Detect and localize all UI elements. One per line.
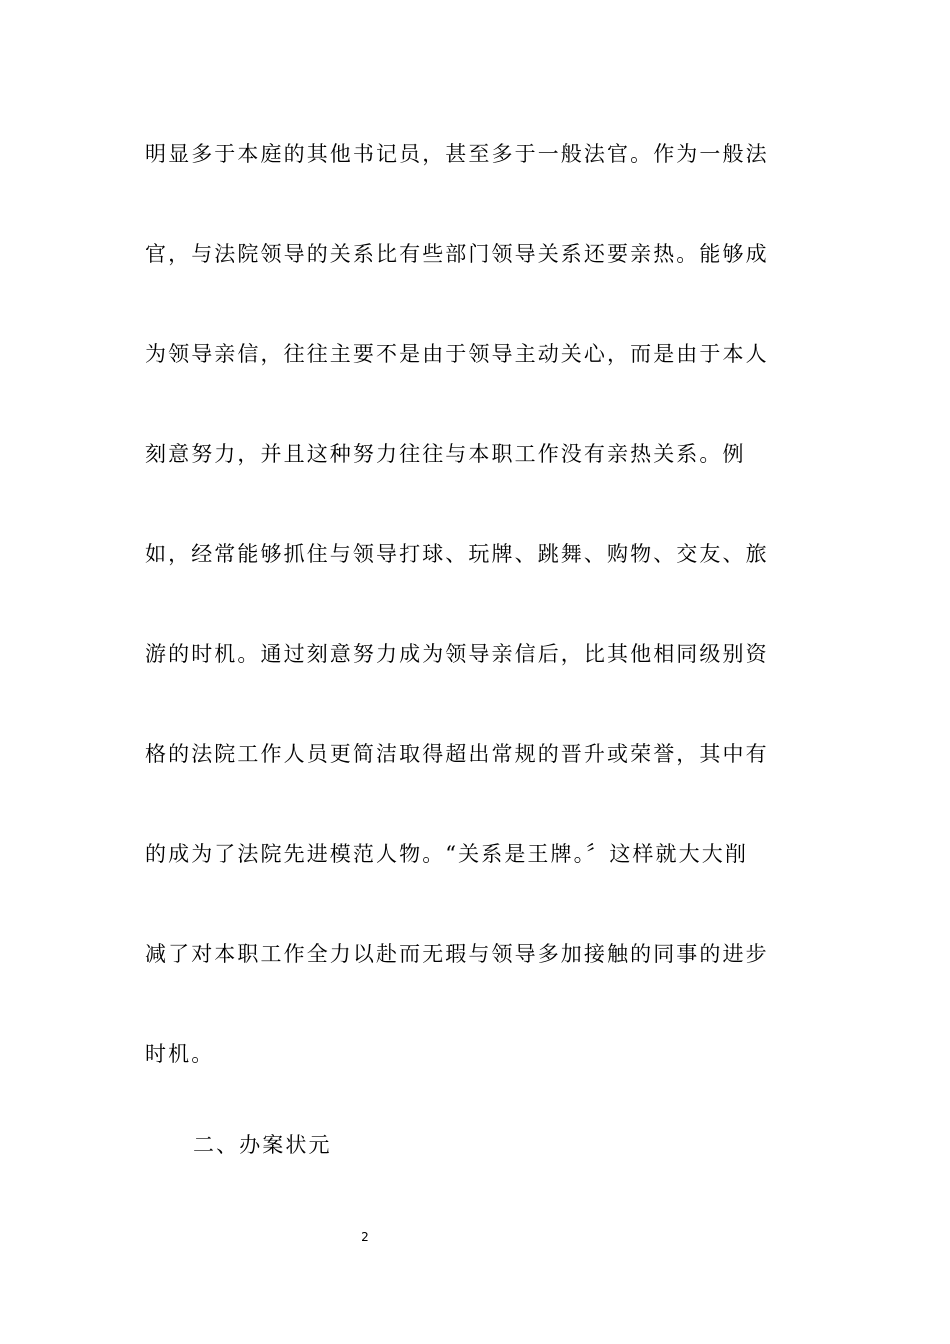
- paragraph-line: 时机。: [145, 1042, 215, 1066]
- paragraph-line: 游的时机。通过刻意努力成为领导亲信后，比其他相同级别资: [145, 642, 769, 666]
- paragraph-line: 如，经常能够抓住与领导打球、玩牌、跳舞、购物、交友、旅: [145, 542, 769, 566]
- section-heading: 二、办案状元: [193, 1133, 332, 1157]
- paragraph-line: 明显多于本庭的其他书记员，甚至多于一般法官。作为一般法: [145, 142, 769, 166]
- paragraph-line: 为领导亲信，往往主要不是由于领导主动关心，而是由于本人: [145, 342, 769, 366]
- paragraph-line: 刻意努力，并且这种努力往往与本职工作没有亲热关系。例: [145, 442, 746, 466]
- paragraph-line: 减了对本职工作全力以赴而无瑕与领导多加接触的同事的进步: [145, 942, 769, 966]
- paragraph-line: 官，与法院领导的关系比有些部门领导关系还要亲热。能够成: [145, 242, 769, 266]
- page-number: 2: [361, 1230, 369, 1244]
- paragraph-line: 格的法院工作人员更简洁取得超出常规的晋升或荣誉，其中有: [145, 742, 769, 766]
- paragraph-line: 的成为了法院先进模范人物。“关系是王牌。〞这样就大大削: [145, 842, 748, 866]
- paragraph: [145, 124, 815, 1124]
